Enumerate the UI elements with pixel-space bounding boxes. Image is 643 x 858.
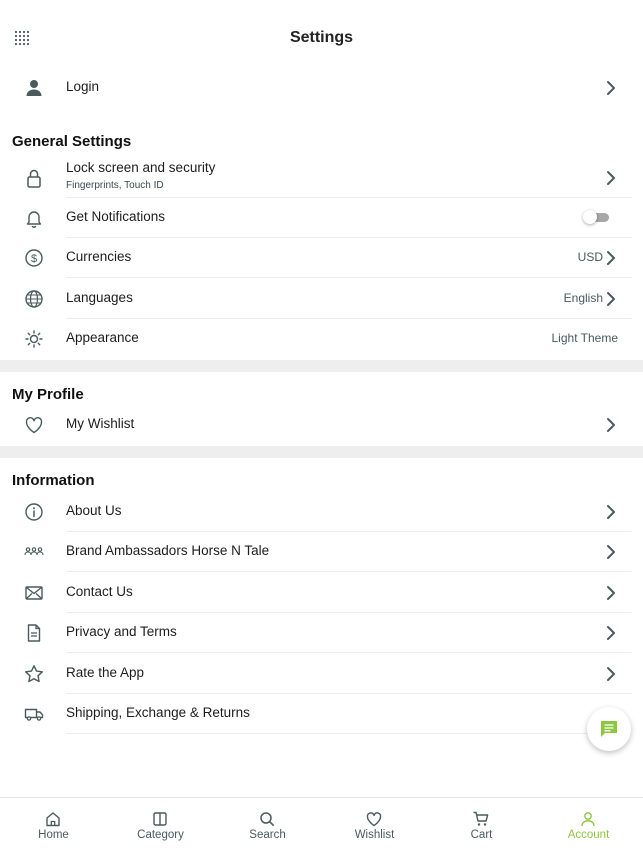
chevron-right-icon [606, 666, 616, 682]
bottom-tab-bar [0, 797, 643, 858]
section-title-profile: My Profile [12, 386, 84, 403]
info-icon [23, 501, 45, 523]
chevron-right-icon [606, 80, 616, 96]
toggle-knob [583, 210, 597, 224]
chevron-right-icon [606, 504, 616, 520]
tab-search[interactable] [214, 798, 321, 858]
divider [66, 277, 631, 278]
notifications-toggle[interactable] [583, 211, 609, 223]
about-us-label: About Us [66, 503, 122, 518]
appearance-label: Appearance [66, 330, 139, 345]
languages-row[interactable] [0, 279, 643, 319]
home-icon [44, 810, 62, 828]
lock-icon [23, 167, 45, 189]
chevron-right-icon [606, 625, 616, 641]
tab-label: Home [38, 829, 69, 841]
login-row[interactable] [0, 68, 643, 108]
category-icon [151, 810, 169, 828]
brand-ambassadors-row[interactable] [0, 532, 643, 572]
tab-label: Cart [470, 829, 493, 841]
tab-wishlist[interactable] [321, 798, 428, 858]
notifications-row [0, 198, 643, 238]
tab-label: Category [137, 829, 184, 841]
sun-icon [23, 328, 45, 350]
cart-icon [472, 810, 490, 828]
chevron-right-icon [606, 170, 616, 186]
tab-category[interactable] [107, 798, 214, 858]
notifications-label: Get Notifications [66, 209, 166, 224]
languages-label: Languages [66, 290, 133, 305]
login-label: Login [66, 79, 100, 94]
tab-label: Wishlist [354, 829, 395, 841]
language-value: English [563, 291, 603, 305]
brand-ambassadors-label: Brand Ambassadors Horse N Tale [66, 543, 270, 558]
svg-text:$: $ [30, 253, 38, 265]
heart-icon [365, 810, 383, 828]
about-us-row[interactable] [0, 492, 643, 532]
chat-icon [598, 718, 620, 740]
privacy-terms-row[interactable] [0, 613, 643, 653]
currencies-row[interactable] [0, 238, 643, 278]
rate-app-row[interactable] [0, 654, 643, 694]
wishlist-label: My Wishlist [66, 416, 135, 431]
chevron-right-icon [606, 585, 616, 601]
divider [66, 571, 631, 572]
shipping-returns-row[interactable] [0, 694, 643, 734]
tab-label: Search [249, 829, 286, 841]
appearance-row[interactable] [0, 319, 643, 359]
account-icon [579, 810, 597, 828]
tab-label: Account [567, 829, 610, 841]
truck-icon [23, 703, 45, 725]
bell-icon [23, 207, 45, 229]
chevron-right-icon [606, 417, 616, 433]
group-icon [23, 541, 45, 563]
dollar-icon [23, 247, 45, 269]
wishlist-row[interactable] [0, 405, 643, 445]
lock-screen-subtitle: Fingerprints, Touch ID [66, 180, 164, 191]
search-icon [258, 810, 276, 828]
chevron-right-icon [606, 291, 616, 307]
star-icon [23, 663, 45, 685]
mail-icon [23, 582, 45, 604]
globe-icon [23, 288, 45, 310]
currencies-label: Currencies [66, 249, 132, 264]
contact-us-row[interactable] [0, 573, 643, 613]
section-title-general: General Settings [12, 133, 132, 150]
tab-home[interactable] [0, 798, 107, 858]
page-title: Settings [289, 29, 354, 46]
tab-cart[interactable] [428, 798, 535, 858]
document-icon [23, 622, 45, 644]
lock-screen-label: Lock screen and security [66, 160, 216, 175]
heart-icon [23, 414, 45, 436]
user-icon [23, 77, 45, 99]
tab-account[interactable] [535, 798, 642, 858]
shipping-returns-label: Shipping, Exchange & Returns [66, 705, 250, 720]
appearance-value: Light Theme [551, 331, 618, 345]
divider [66, 733, 631, 734]
chevron-right-icon [606, 544, 616, 560]
privacy-terms-label: Privacy and Terms [66, 624, 177, 639]
chevron-right-icon [606, 250, 616, 266]
section-divider [0, 446, 643, 458]
currency-value: USD [577, 250, 603, 264]
contact-us-label: Contact Us [66, 584, 133, 599]
section-divider [0, 360, 643, 372]
chat-button[interactable] [587, 707, 631, 751]
lock-screen-row[interactable] [0, 158, 643, 198]
section-title-information: Information [12, 472, 95, 489]
divider [66, 652, 631, 653]
header [0, 0, 643, 74]
rate-app-label: Rate the App [66, 665, 145, 680]
